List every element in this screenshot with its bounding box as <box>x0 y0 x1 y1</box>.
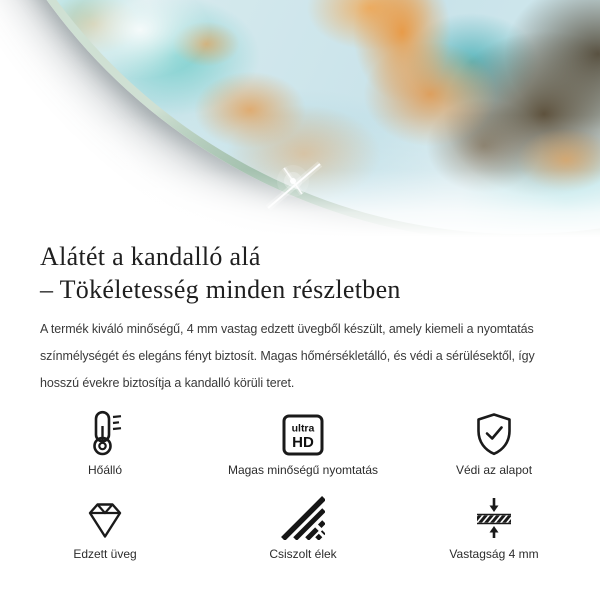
thickness-compress-icon <box>472 496 516 540</box>
description-line: hosszú évekre biztosítja a kandalló körüli teret. <box>40 376 295 390</box>
shield-check-icon <box>473 412 515 456</box>
product-info <box>0 237 600 562</box>
page-title-line1: Alátét a kandalló alá <box>40 242 261 271</box>
feature-label: Magas minőségű nyomtatás <box>227 463 379 477</box>
polished-edges-icon <box>281 496 325 540</box>
product-description <box>40 316 560 397</box>
feature-tempered-glass <box>0 492 210 562</box>
feature-label: Hőálló <box>87 463 123 477</box>
page-title-line2: – Tökéletesség minden részletben <box>40 275 401 304</box>
feature-high-quality-print <box>210 408 396 478</box>
feature-label: Csiszolt élek <box>269 547 337 561</box>
description-line: színmélységét és elegáns fényt biztosít. Magas hőmérsékletálló, és védi a sérülésektől, így <box>40 349 535 363</box>
feature-thickness-4mm <box>396 492 592 562</box>
product-photo <box>0 0 600 237</box>
svg-text:HD: HD <box>292 434 314 451</box>
feature-label: Vastagság 4 mm <box>449 547 539 561</box>
feature-heat-resistant <box>0 408 210 478</box>
thermometer-icon <box>85 410 125 456</box>
svg-text:ultra: ultra <box>291 422 315 435</box>
feature-protects-base <box>396 408 592 478</box>
feature-label: Edzett üveg <box>73 547 137 561</box>
feature-polished-edges <box>210 492 396 562</box>
page-title <box>40 237 560 306</box>
feature-grid <box>0 408 600 562</box>
diamond-icon <box>83 500 127 540</box>
feature-label: Védi az alapot <box>455 463 533 477</box>
photo-bottom-fade <box>0 115 600 237</box>
description-line: A termék kiváló minőségű, 4 mm vastag edzett üvegből készült, amely kiemeli a nyomtatás <box>40 322 534 336</box>
ultra-hd-icon <box>282 414 324 456</box>
